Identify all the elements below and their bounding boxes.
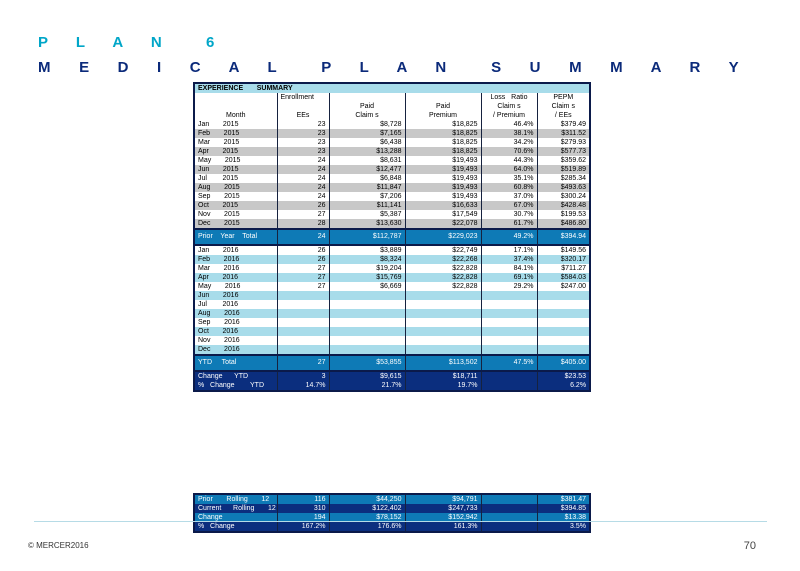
table-cell: 37.4% [481, 255, 537, 264]
table-cell: 38.1% [481, 129, 537, 138]
table-cell [537, 318, 589, 327]
table-cell [405, 336, 481, 345]
table-cell [329, 327, 405, 336]
table-cell: $122,402 [329, 504, 405, 513]
table-cell: $19,493 [405, 174, 481, 183]
table-cell: 26 [277, 245, 329, 255]
header-cell: Paid [329, 102, 405, 111]
table-row [195, 318, 589, 327]
table-cell [537, 327, 589, 336]
section-title: EXPERIENCE SUMMARY [195, 84, 589, 93]
table-cell: 84.1% [481, 264, 537, 273]
table-cell: 29.2% [481, 282, 537, 291]
row-label: Mar 2016 [195, 264, 277, 273]
row-label: Dec 2015 [195, 219, 277, 229]
row-label: Prior Year Total [195, 229, 277, 245]
table-cell: $11,141 [329, 201, 405, 210]
table-cell: $18,825 [405, 120, 481, 129]
header-cell: Enrollment [277, 93, 329, 102]
row-label: Apr 2015 [195, 147, 277, 156]
header-row-1 [195, 93, 589, 102]
table-cell: $300.24 [537, 192, 589, 201]
table-row [195, 309, 589, 318]
table-cell: 26 [277, 201, 329, 210]
table-cell: $711.27 [537, 264, 589, 273]
table-cell: $19,493 [405, 192, 481, 201]
row-label: Jan 2015 [195, 120, 277, 129]
row-label: Oct 2016 [195, 327, 277, 336]
change-ytd-row [195, 371, 589, 381]
copyright: © MERCER2016 [28, 541, 89, 550]
row-label: Jan 2016 [195, 245, 277, 255]
table-cell: $519.89 [537, 165, 589, 174]
row-label: Oct 2015 [195, 201, 277, 210]
table-cell: $53,855 [329, 355, 405, 371]
table-cell: $17,549 [405, 210, 481, 219]
table-row [195, 147, 589, 156]
table-cell: 6.2% [537, 381, 589, 390]
table-cell: $112,787 [329, 229, 405, 245]
table-cell: $16,633 [405, 201, 481, 210]
table-row [195, 255, 589, 264]
prior-year-total-row [195, 229, 589, 245]
table-cell: $22,268 [405, 255, 481, 264]
rolling-row [195, 522, 589, 531]
table-cell: 26 [277, 255, 329, 264]
table-cell: $8,631 [329, 156, 405, 165]
table-cell [405, 345, 481, 355]
row-label: Jul 2016 [195, 300, 277, 309]
table-cell: $113,502 [405, 355, 481, 371]
table-cell: $285.34 [537, 174, 589, 183]
table-cell: 69.1% [481, 273, 537, 282]
row-label: Jun 2016 [195, 291, 277, 300]
rolling-row [195, 504, 589, 513]
table-cell [481, 300, 537, 309]
table-row [195, 345, 589, 355]
table-cell: $486.80 [537, 219, 589, 229]
row-label: Aug 2015 [195, 183, 277, 192]
table-row [195, 327, 589, 336]
table-cell [537, 309, 589, 318]
table-row [195, 336, 589, 345]
table-row [195, 156, 589, 165]
header-cell [405, 93, 481, 102]
table-cell: $584.03 [537, 273, 589, 282]
table-cell [537, 345, 589, 355]
row-label: May 2016 [195, 282, 277, 291]
table-cell: $19,493 [405, 183, 481, 192]
table-cell: $6,438 [329, 138, 405, 147]
header-row-2 [195, 102, 589, 111]
table-cell: 37.0% [481, 192, 537, 201]
table-cell: $44,250 [329, 495, 405, 504]
row-label: Jun 2015 [195, 165, 277, 174]
table-cell: 23 [277, 147, 329, 156]
table-cell [329, 345, 405, 355]
table-cell: $18,711 [405, 371, 481, 381]
experience-summary-table [193, 82, 591, 392]
table-cell: $199.53 [537, 210, 589, 219]
table-cell: $22,749 [405, 245, 481, 255]
table-cell: $381.47 [537, 495, 589, 504]
table-row [195, 264, 589, 273]
row-label: Apr 2016 [195, 273, 277, 282]
table-row [195, 129, 589, 138]
table-cell: 23 [277, 138, 329, 147]
table-row [195, 201, 589, 210]
table-cell: $19,493 [405, 165, 481, 174]
table-cell: 46.4% [481, 120, 537, 129]
table-cell: $19,493 [405, 156, 481, 165]
table-cell [537, 336, 589, 345]
table-cell: $7,165 [329, 129, 405, 138]
table-row [195, 174, 589, 183]
table-cell: 116 [277, 495, 329, 504]
table-cell: 70.6% [481, 147, 537, 156]
table-cell: 24 [277, 165, 329, 174]
table-cell: $22,828 [405, 282, 481, 291]
table-cell: $13,288 [329, 147, 405, 156]
table-cell: 28 [277, 219, 329, 229]
header-cell: Claim s [481, 102, 537, 111]
table-cell [277, 300, 329, 309]
row-label: Prior Rolling 12 [195, 495, 277, 504]
table-cell [277, 327, 329, 336]
header-cell: PEPM [537, 93, 589, 102]
table-cell: 47.5% [481, 355, 537, 371]
table-cell: 3.5% [537, 522, 589, 531]
ytd-total-row [195, 355, 589, 371]
header-cell [277, 102, 329, 111]
header-cell: Claim s [537, 102, 589, 111]
table-cell [277, 345, 329, 355]
table-cell: 194 [277, 513, 329, 522]
table-cell: $94,791 [405, 495, 481, 504]
table-cell [277, 336, 329, 345]
table-cell: 60.8% [481, 183, 537, 192]
table-cell: $149.56 [537, 245, 589, 255]
header-cell: Claim s [329, 111, 405, 120]
table-cell: $493.63 [537, 183, 589, 192]
header-cell [195, 93, 277, 102]
table-cell [481, 504, 537, 513]
table-cell: $247,733 [405, 504, 481, 513]
header-cell: Premium [405, 111, 481, 120]
rolling-row [195, 495, 589, 504]
table-row [195, 183, 589, 192]
table-cell: 161.3% [405, 522, 481, 531]
table-cell: $3,889 [329, 245, 405, 255]
table-cell: $15,769 [329, 273, 405, 282]
row-label: Mar 2015 [195, 138, 277, 147]
table-cell [405, 309, 481, 318]
table-cell: $152,942 [405, 513, 481, 522]
pct-change-ytd-row [195, 381, 589, 390]
page-number: 70 [743, 540, 756, 552]
page-title: M E D I C A L P L A N S U M M A R Y [38, 59, 751, 76]
table-cell: 64.0% [481, 165, 537, 174]
table-cell: 24 [277, 156, 329, 165]
row-label: Dec 2016 [195, 345, 277, 355]
table-cell: $22,828 [405, 273, 481, 282]
table-row [195, 300, 589, 309]
table-cell [481, 309, 537, 318]
table-cell [481, 495, 537, 504]
table-cell: 167.2% [277, 522, 329, 531]
table-cell: $18,825 [405, 129, 481, 138]
table-row [195, 192, 589, 201]
table-cell [481, 291, 537, 300]
header-cell: / EEs [537, 111, 589, 120]
table-cell [537, 291, 589, 300]
table-row [195, 120, 589, 129]
table-cell: 67.0% [481, 201, 537, 210]
row-label: Jul 2015 [195, 174, 277, 183]
table-cell [481, 381, 537, 390]
table-row [195, 245, 589, 255]
row-label: YTD Total [195, 355, 277, 371]
table-cell: $379.49 [537, 120, 589, 129]
table-cell [481, 318, 537, 327]
table-cell: 44.3% [481, 156, 537, 165]
table-cell: $279.93 [537, 138, 589, 147]
table-cell [405, 318, 481, 327]
row-label: Nov 2016 [195, 336, 277, 345]
table-row [195, 165, 589, 174]
table-row [195, 282, 589, 291]
table-row [195, 219, 589, 229]
table-cell [481, 371, 537, 381]
table-cell: 3 [277, 371, 329, 381]
table-cell [277, 291, 329, 300]
table-cell: 24 [277, 229, 329, 245]
header-cell [329, 93, 405, 102]
row-label: % Change YTD [195, 381, 277, 390]
table-cell: $428.48 [537, 201, 589, 210]
row-label: Feb 2015 [195, 129, 277, 138]
table-cell: 27 [277, 282, 329, 291]
table-row [195, 138, 589, 147]
row-label: Feb 2016 [195, 255, 277, 264]
row-label: Change YTD [195, 371, 277, 381]
table-cell [405, 291, 481, 300]
table-cell: $405.00 [537, 355, 589, 371]
table-cell: $311.52 [537, 129, 589, 138]
table-cell: 14.7% [277, 381, 329, 390]
row-label: % Change [195, 522, 277, 531]
table-cell: 30.7% [481, 210, 537, 219]
table-cell: $19,204 [329, 264, 405, 273]
table-cell: $247.00 [537, 282, 589, 291]
header-row-3 [195, 111, 589, 120]
header-cell: Paid [405, 102, 481, 111]
table-cell [537, 300, 589, 309]
table-cell: $11,847 [329, 183, 405, 192]
table-cell: $359.62 [537, 156, 589, 165]
table-cell: 17.1% [481, 245, 537, 255]
table-cell: 27 [277, 210, 329, 219]
section-header-row [195, 84, 589, 93]
table-cell: $13,630 [329, 219, 405, 229]
table-cell [481, 522, 537, 531]
row-label: Sep 2016 [195, 318, 277, 327]
table-cell [329, 291, 405, 300]
row-label: Nov 2015 [195, 210, 277, 219]
table-cell: 34.2% [481, 138, 537, 147]
header-cell: Loss Ratio [481, 93, 537, 102]
table-cell: $8,324 [329, 255, 405, 264]
table-cell: $7,206 [329, 192, 405, 201]
table-cell [481, 345, 537, 355]
table-cell: 21.7% [329, 381, 405, 390]
table-cell: $78,152 [329, 513, 405, 522]
header-cell: Month [195, 111, 277, 120]
table-cell: 23 [277, 129, 329, 138]
table-cell [329, 318, 405, 327]
table-cell [329, 336, 405, 345]
table-cell: $9,615 [329, 371, 405, 381]
table-cell: 23 [277, 120, 329, 129]
table-cell: 310 [277, 504, 329, 513]
table-cell: $23.53 [537, 371, 589, 381]
table-cell [405, 300, 481, 309]
table-cell: 176.6% [329, 522, 405, 531]
header-cell: / Premium [481, 111, 537, 120]
footer-divider [34, 521, 767, 522]
table-cell: 49.2% [481, 229, 537, 245]
header-cell [195, 102, 277, 111]
table-cell: $5,387 [329, 210, 405, 219]
table-cell: 19.7% [405, 381, 481, 390]
row-label: May 2015 [195, 156, 277, 165]
table-cell: $229,023 [405, 229, 481, 245]
table-cell: 27 [277, 355, 329, 371]
table-cell [329, 300, 405, 309]
table-cell: $394.94 [537, 229, 589, 245]
table-cell: $12,477 [329, 165, 405, 174]
table-cell: $6,669 [329, 282, 405, 291]
table-cell: $22,078 [405, 219, 481, 229]
row-label: Sep 2015 [195, 192, 277, 201]
table-cell [277, 318, 329, 327]
table-cell: $13.38 [537, 513, 589, 522]
row-label: Aug 2016 [195, 309, 277, 318]
table-cell: 27 [277, 273, 329, 282]
header-cell: EEs [277, 111, 329, 120]
table-cell [277, 309, 329, 318]
row-label: Change [195, 513, 277, 522]
table-cell: $22,828 [405, 264, 481, 273]
table-cell: 24 [277, 174, 329, 183]
table-cell: 61.7% [481, 219, 537, 229]
table-cell: $18,825 [405, 138, 481, 147]
plan-title: P L A N 6 [38, 34, 227, 51]
table-cell: $18,825 [405, 147, 481, 156]
table-cell: 24 [277, 192, 329, 201]
table-cell: $577.73 [537, 147, 589, 156]
table-row [195, 273, 589, 282]
table-row [195, 291, 589, 300]
table-cell [329, 309, 405, 318]
table-cell: $394.85 [537, 504, 589, 513]
table-cell: 24 [277, 183, 329, 192]
table-cell: 35.1% [481, 174, 537, 183]
row-label: Current Rolling 12 [195, 504, 277, 513]
table-row [195, 210, 589, 219]
table-cell [481, 336, 537, 345]
table-cell: $320.17 [537, 255, 589, 264]
table-cell [405, 327, 481, 336]
table-cell: $8,728 [329, 120, 405, 129]
table-cell [481, 327, 537, 336]
rolling-summary-table [193, 493, 591, 533]
table-cell: $6,848 [329, 174, 405, 183]
table-cell: 27 [277, 264, 329, 273]
